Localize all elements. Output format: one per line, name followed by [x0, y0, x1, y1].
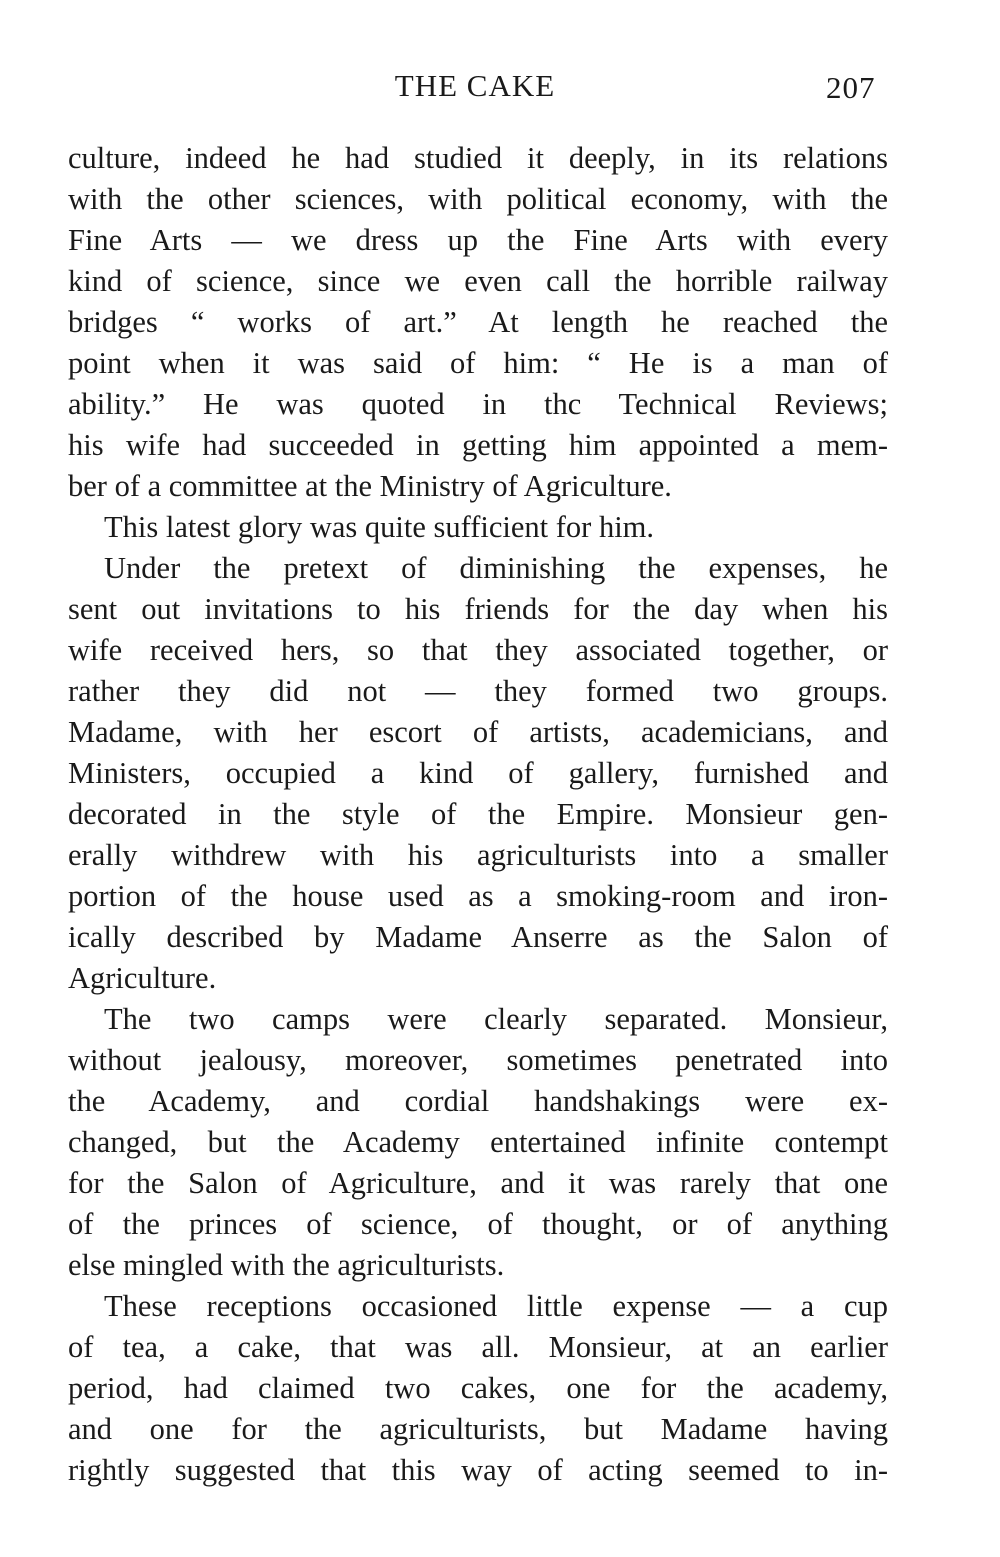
chapter-title: THE CAKE [394, 68, 556, 103]
text-line: Fine Arts — we dress up the Fine Arts with every [68, 223, 888, 257]
text-line: Madame, with her escort of artists, academicians, and [68, 715, 888, 749]
text-line: sent out invitations to his friends for the day when his [68, 592, 888, 626]
text-line: of the princes of science, of thought, or of anything [68, 1207, 888, 1241]
text-line: rather they did not — they formed two groups. [68, 674, 888, 708]
text-line: decorated in the style of the Empire. Monsieur gen- [68, 797, 888, 831]
text-line: Under the pretext of diminishing the expenses, he [104, 551, 888, 585]
text-line: rightly suggested that this way of acting seemed to in- [68, 1453, 888, 1487]
text-line: culture, indeed he had studied it deeply, in its relations [68, 141, 888, 175]
text-line: of tea, a cake, that was all. Monsieur, at an earlier [68, 1330, 888, 1364]
text-line: This latest glory was quite sufficient for him. [104, 510, 655, 544]
text-line: ber of a committee at the Ministry of Agriculture. [68, 469, 672, 503]
running-head [0, 68, 1000, 112]
text-line: bridges “ works of art.” At length he reached the [68, 305, 888, 339]
text-line: portion of the house used as a smoking-room and iron- [68, 879, 888, 913]
text-line: kind of science, since we even call the horrible railway [68, 264, 888, 298]
text-line: for the Salon of Agriculture, and it was rarely that one [68, 1166, 888, 1200]
text-line: point when it was said of him: “ He is a man of [68, 346, 888, 380]
text-line: his wife had succeeded in getting him appointed a mem- [68, 428, 888, 462]
page-number: 207 [826, 70, 876, 105]
body-text [68, 138, 888, 1491]
text-line: and one for the agriculturists, but Madame having [68, 1412, 888, 1446]
text-line: with the other sciences, with political economy, with the [68, 182, 888, 216]
text-line: erally withdrew with his agriculturists into a smaller [68, 838, 888, 872]
text-line: the Academy, and cordial handshakings were ex- [68, 1084, 888, 1118]
text-line: period, had claimed two cakes, one for the academy, [68, 1371, 888, 1405]
text-line: wife received hers, so that they associated together, or [68, 633, 888, 667]
text-line: changed, but the Academy entertained infinite contempt [68, 1125, 888, 1159]
text-line: ability.” He was quoted in thc Technical Reviews; [68, 387, 888, 421]
text-line: ically described by Madame Anserre as the Salon of [68, 920, 888, 954]
text-line: Ministers, occupied a kind of gallery, furnished and [68, 756, 888, 790]
text-line: The two camps were clearly separated. Monsieur, [104, 1002, 888, 1036]
text-line: without jealousy, moreover, sometimes penetrated into [68, 1043, 888, 1077]
text-line: These receptions occasioned little expense — a cup [104, 1289, 888, 1323]
text-line: else mingled with the agriculturists. [68, 1248, 505, 1282]
text-line: Agriculture. [68, 961, 217, 995]
